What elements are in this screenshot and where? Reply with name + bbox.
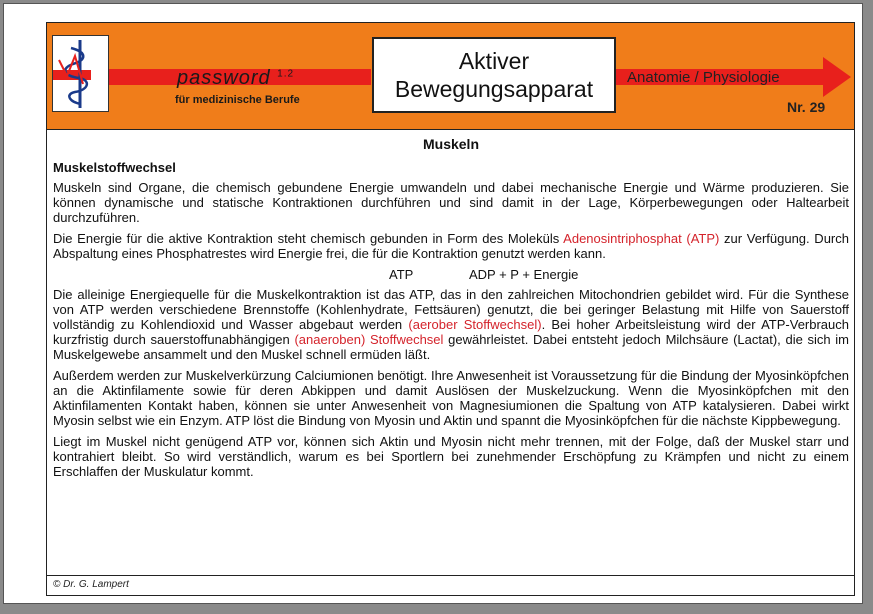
arrow-head-icon <box>823 57 851 97</box>
footer-divider <box>47 575 854 576</box>
brand-version: 1.2 <box>277 68 295 80</box>
paragraph-1: Muskeln sind Organe, die chemisch gebundene Energie umwandeln und dabei mechanische Energie und Wärme produzieren. Sie können dynamische und statische Kontraktionen durchführen und sind damit in der Lage, Körperbewegungen oder Haltearbeit durchzuführen. <box>53 180 849 225</box>
paragraph-2: Die Energie für die aktive Kontraktion steht chemisch gebunden in Form des Moleküls Adenosintriphosphat (ATP) zur Verfügung. Durch Abspaltung eines Phosphatrestes wird Energie frei, die für die Kontraktion genutzt werden kann. <box>53 231 849 261</box>
section-subheading: Muskelstoffwechsel <box>53 160 176 175</box>
highlight-aerob: (aerober Stoffwechsel) <box>408 317 542 332</box>
equation-left: ATP <box>389 267 414 282</box>
equation-right: ADP + P + Energie <box>469 267 579 282</box>
page-card <box>3 3 863 604</box>
highlight-atp: Adenosintriphosphat (ATP) <box>563 231 720 246</box>
brand-name: password $^{1.2}$ <box>177 67 295 89</box>
highlight-anaerob: (anaeroben) Stoffwechsel <box>294 332 444 347</box>
title-line-2: Bewegungsapparat <box>394 76 594 102</box>
subject-label: Anatomie / Physiologie <box>627 69 780 86</box>
brand-subtitle: für medizinische Berufe <box>175 94 300 106</box>
main-content <box>53 137 849 485</box>
page-title <box>372 37 616 113</box>
paragraph-5: Liegt im Muskel nicht genügend ATP vor, können sich Aktin und Myosin nicht mehr trennen, mit der Folge, daß der Muskel starr und kontrahiert bleibt. So wird verständlich, warum es bei Sportlern bei zunehmender Erschöpfung zu Krämpfen und nicht zu einem Erschlaffen der Muskulatur kommt. <box>53 434 849 479</box>
paragraph-4: Außerdem werden zur Muskelverkürzung Calciumionen benötigt. Ihre Anwesenheit ist Voraussetzung für die Bindung der Myosinköpfchen an die Aktinfilamente sowie für deren Abkippen und damit Auslösen der Muskelzuckung. Wenn die Myosinköpfchen mit den Aktinfilamenten Kontakt haben, können sie unter Anwesenheit von Magnesiumionen die Spaltung von ATP katalysieren. Dabei wirkt Myosin selbst wie ein Enzym. ATP löst die Bindung von Myosin und Aktin und spannt die Myosinköpfchen für die nächste Kippbewegung. <box>53 368 849 428</box>
copyright: © Dr. G. Lampert <box>53 579 129 590</box>
header-banner <box>47 23 854 130</box>
title-line-1: Aktiver <box>458 48 530 74</box>
equation <box>53 267 849 282</box>
page-number: Nr. 29 <box>787 99 826 115</box>
section-heading: Muskeln <box>422 136 479 152</box>
paragraph-3: Die alleinige Energiequelle für die Muskelkontraktion ist das ATP, das in den zahlreichen Mitochondrien gebildet wird. Für die Synthese von ATP werden verschiedene Brennstoffe (Kohlenhydrate, Fettsäuren) genutzt, die bei geringer Belastung mit Hilfe von Sauerstoff vollständig zu Kohlendioxid und Wasser abgebaut werden (aerober Stoffwechsel). Bei hoher Arbeitsleistung wird der ATP-Verbrauch kurzfristig durch sauerstoffunabhängigen (anaeroben) Stoffwechsel gewährleistet. Dabei entsteht jedoch Milchsäure (Lactat), die sich im Muskelgewebe ansammelt und den Muskel schnell ermüden läßt. <box>53 287 849 362</box>
document-frame <box>46 22 855 596</box>
caduceus-icon <box>52 35 109 112</box>
